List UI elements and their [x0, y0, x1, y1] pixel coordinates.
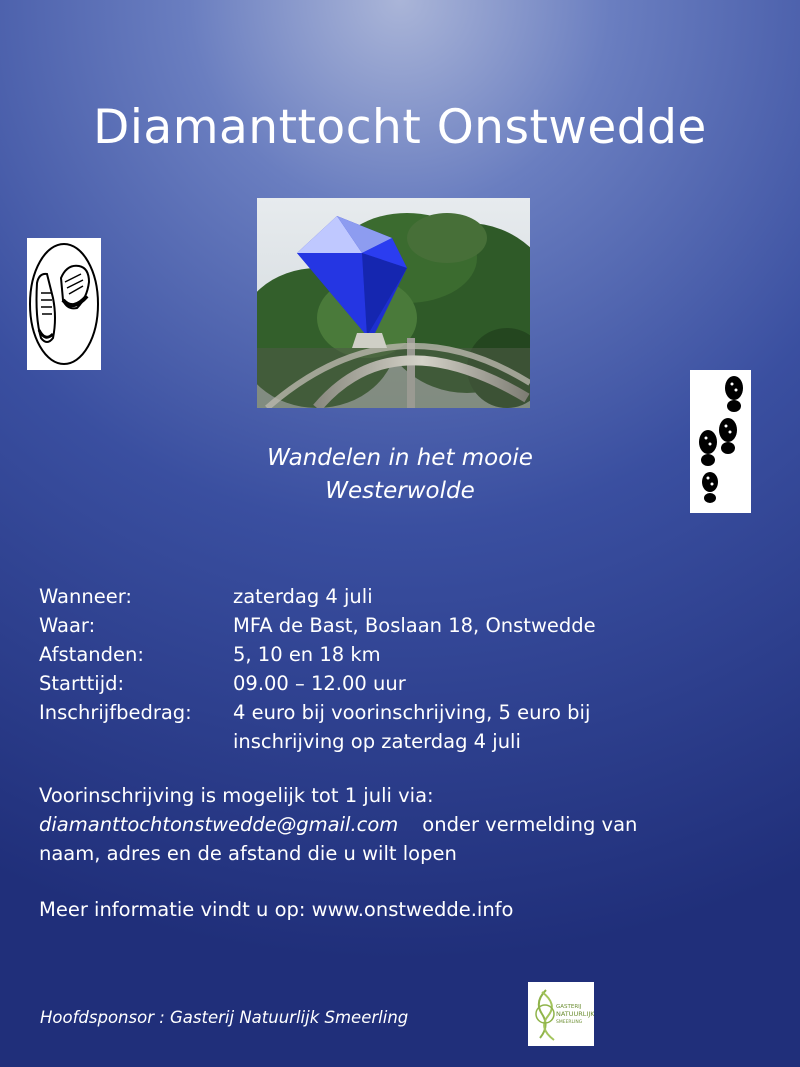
walking-shoes-logo [27, 238, 101, 370]
registration-info [39, 781, 637, 868]
sponsor-logo-bottom: SMEERLING [556, 1020, 583, 1025]
footprints-icon [690, 370, 751, 513]
registration-line-3: naam, adres en de afstand die u wilt lopen [39, 842, 457, 865]
sponsor-logo-top: GASTERIJ [556, 1004, 582, 1010]
subtitle-line-1: Wandelen in het mooie [267, 445, 533, 471]
shoes-icon [27, 238, 101, 370]
subtitle-line-2: Westerwolde [325, 478, 475, 504]
detail-label: Inschrijfbedrag: [39, 701, 192, 724]
registration-intro: Voorinschrijving is mogelijk tot 1 juli via: [39, 784, 434, 807]
footprints-logo [690, 370, 751, 513]
detail-value: 4 euro bij voorinschrijving, 5 euro bij [233, 701, 591, 724]
registration-email-line [39, 810, 637, 839]
detail-value: zaterdag 4 juli [233, 585, 373, 608]
sponsor-logo [528, 982, 594, 1046]
subtitle [200, 442, 600, 508]
diamond-sculpture-photo [257, 198, 530, 408]
page-title: Diamanttocht Onstwedde [93, 100, 707, 155]
detail-label: Wanneer: [39, 585, 132, 608]
main-sponsor: Hoofdsponsor : Gasterij Natuurlijk Smeerling [40, 1008, 409, 1027]
detail-label: Starttijd: [39, 672, 125, 695]
more-info: Meer informatie vindt u op: www.onstwedde.info [39, 898, 514, 921]
diamond-sculpture-image [257, 198, 530, 408]
detail-value: 5, 10 en 18 km [233, 643, 381, 666]
sponsor-logo-icon [528, 982, 594, 1046]
detail-label: Afstanden: [39, 643, 144, 666]
registration-email-suffix: onder vermelding van [422, 813, 638, 836]
sponsor-logo-mid: NATUURLIJK [556, 1010, 594, 1018]
detail-value: MFA de Bast, Boslaan 18, Onstwedde [233, 614, 596, 637]
detail-label: Waar: [39, 614, 96, 637]
registration-email-link[interactable]: diamanttochtonstwedde@gmail.com [39, 813, 399, 836]
detail-value: 09.00 – 12.00 uur [233, 672, 406, 695]
detail-value: inschrijving op zaterdag 4 juli [233, 730, 521, 753]
